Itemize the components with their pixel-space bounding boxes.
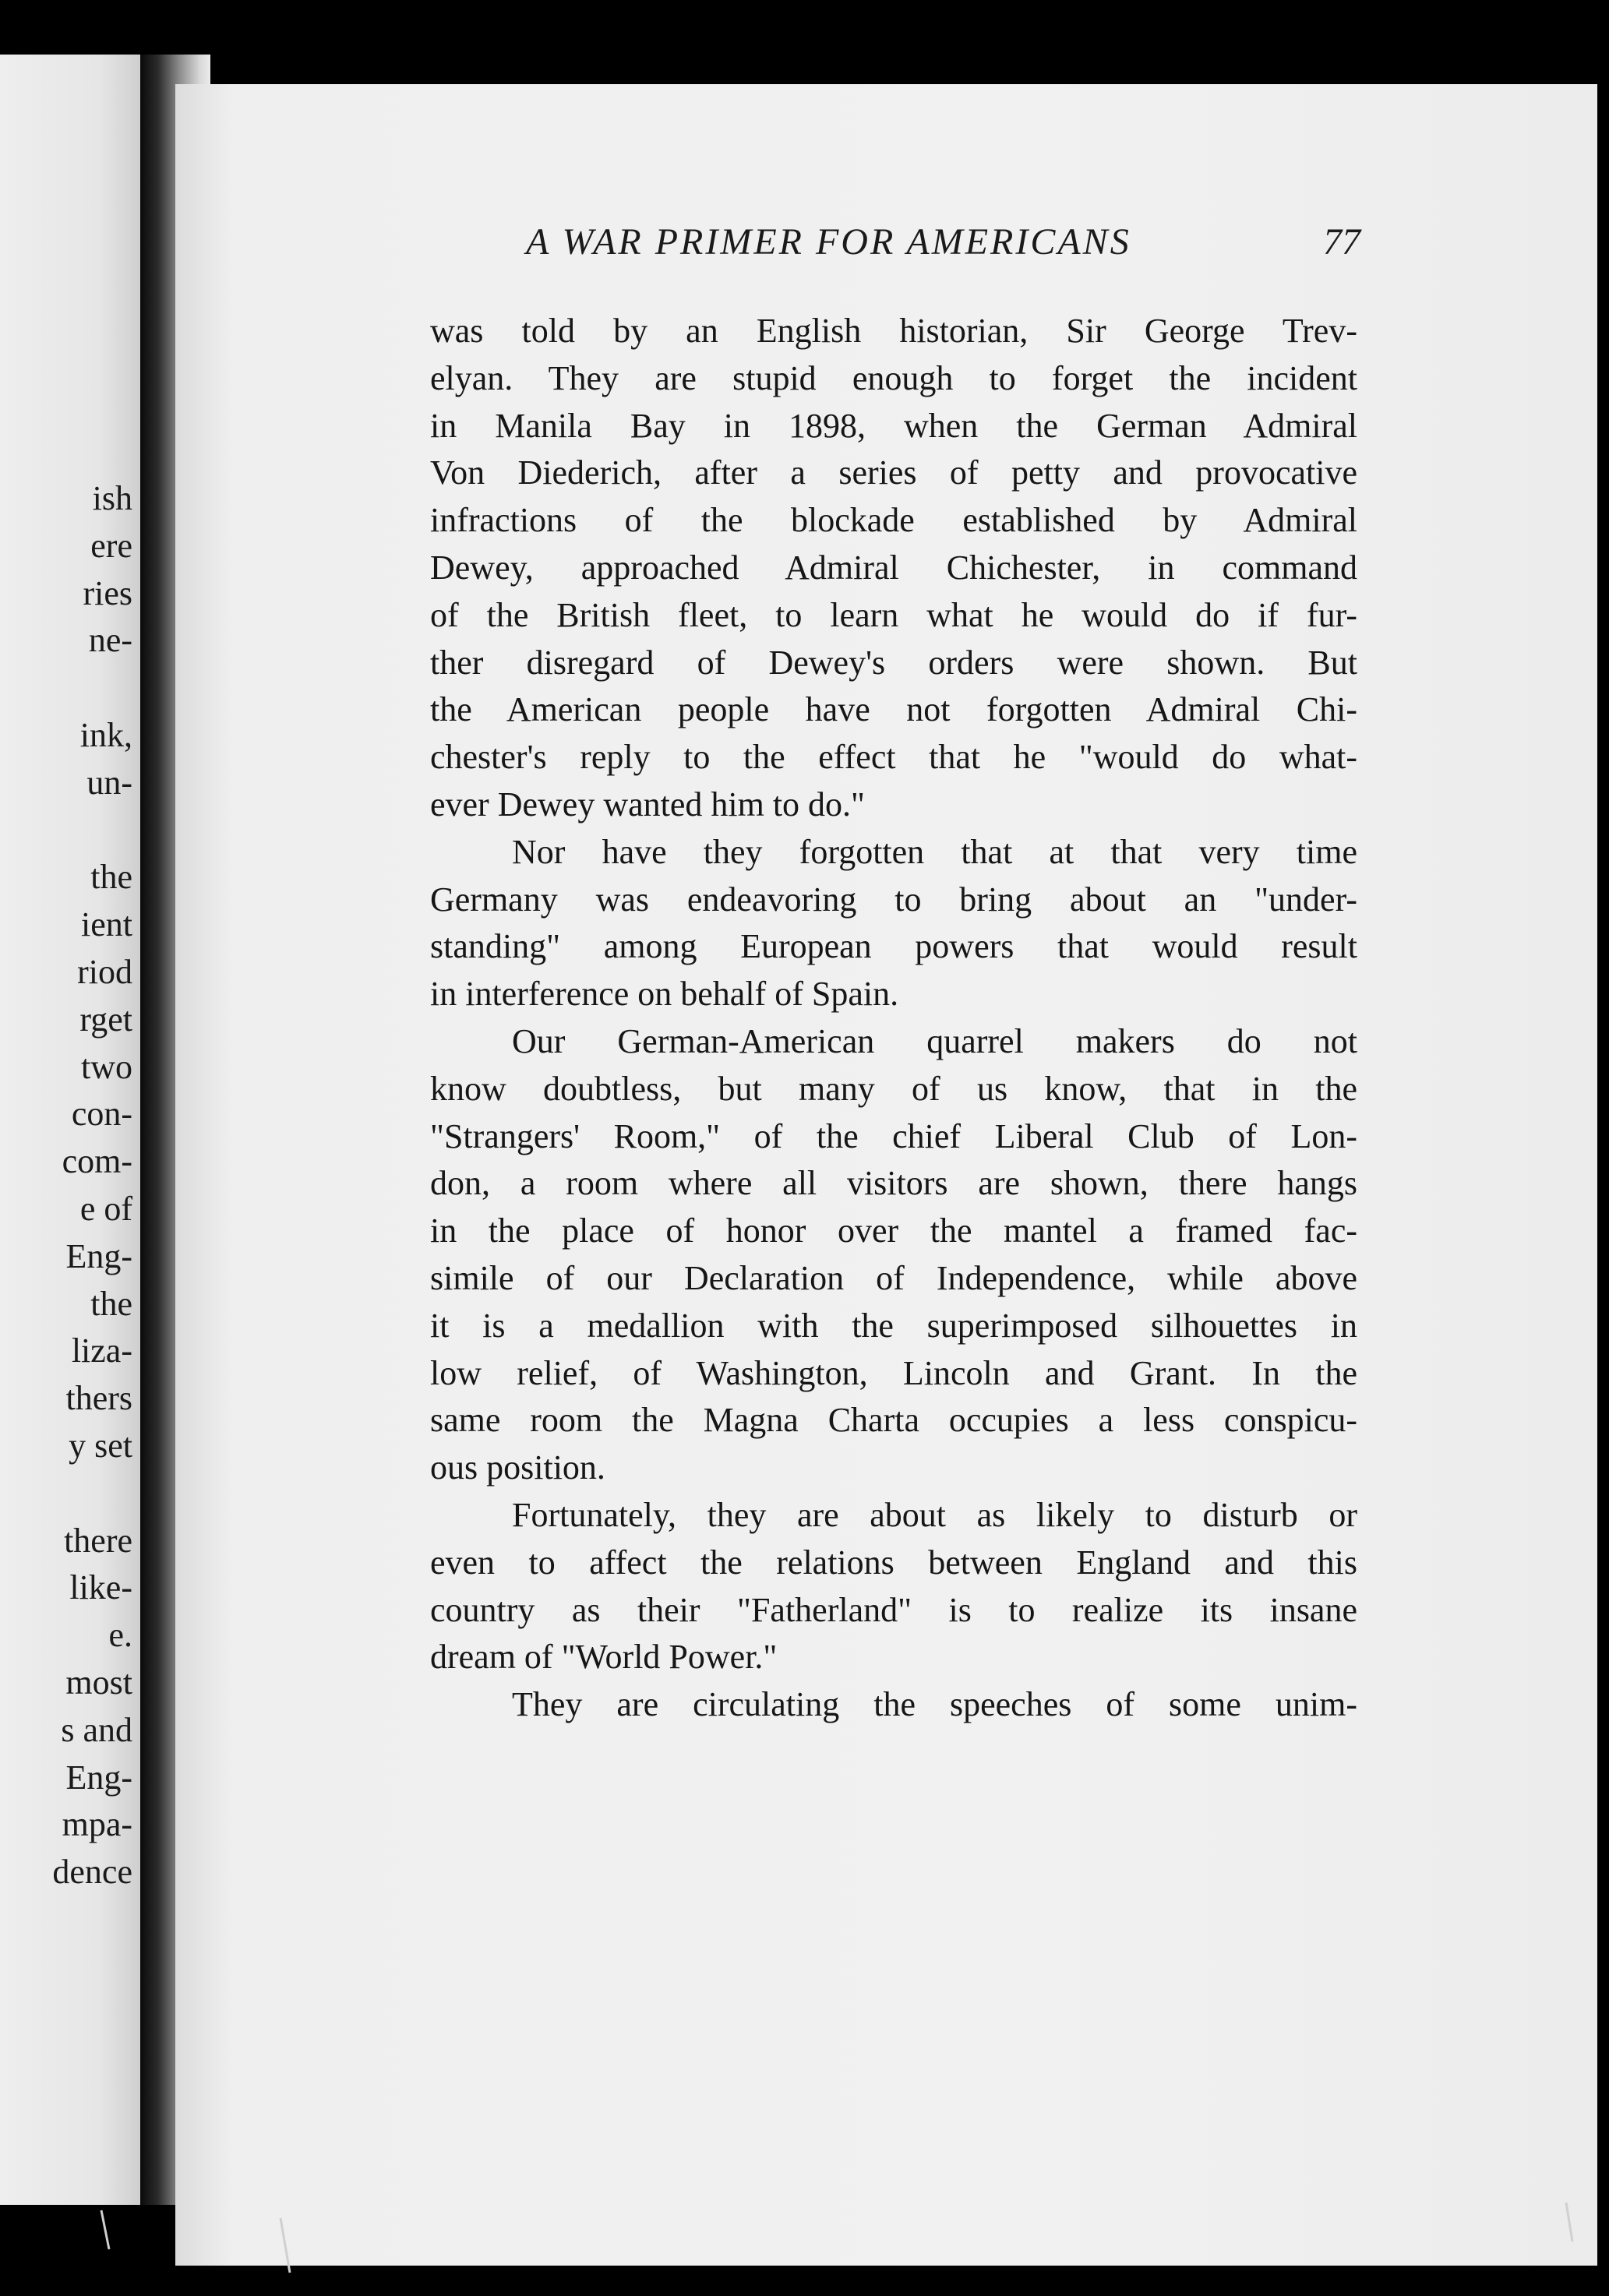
- left-page-line: y set: [69, 1426, 132, 1465]
- left-page-line: rget: [79, 1000, 132, 1039]
- text-line: elyan. They are stupid enough to forget the incident: [430, 358, 1357, 397]
- left-page-line: riod: [77, 952, 132, 991]
- text-line: ever Dewey wanted him to do.": [430, 785, 866, 824]
- left-page-line: two: [81, 1047, 132, 1086]
- left-page-line: un-: [86, 763, 132, 802]
- left-page-line: com-: [62, 1142, 132, 1181]
- text-line: it is a medallion with the superimposed silhouettes in: [430, 1306, 1357, 1345]
- left-page-line: s and: [61, 1710, 132, 1749]
- scan-artifacts: [0, 2187, 1609, 2296]
- left-page-line: there: [64, 1521, 132, 1560]
- left-page-line: e.: [108, 1616, 132, 1655]
- left-page-line: e of: [79, 1189, 132, 1228]
- text-line: infractions of the blockade established by Admiral: [430, 501, 1357, 540]
- text-line: dream of "World Power.": [430, 1638, 778, 1677]
- text-line: simile of our Declaration of Independence, while above: [430, 1258, 1357, 1297]
- left-page-line: ish: [92, 479, 132, 517]
- left-page-line: most: [65, 1663, 132, 1702]
- left-page-line: liza-: [71, 1331, 132, 1370]
- left-page-line: ient: [81, 905, 132, 944]
- left-page-line: thers: [65, 1379, 132, 1418]
- text-line: standing" among European powers that would result: [430, 927, 1357, 966]
- left-page-line: Eng-: [65, 1236, 132, 1275]
- running-title: A WAR PRIMER FOR AMERICANS: [526, 221, 1131, 263]
- body-text: [430, 308, 1357, 1729]
- left-page-line: [0, 665, 132, 712]
- text-line: know doubtless, but many of us know, that in the: [430, 1069, 1357, 1108]
- text-line: the American people have not forgotten Admiral Chi-: [430, 690, 1357, 729]
- text-line: same room the Magna Charta occupies a less conspicu-: [430, 1401, 1357, 1440]
- left-page-line: [0, 1470, 132, 1518]
- left-page-line: ink,: [79, 715, 132, 754]
- text-line: low relief, of Washington, Lincoln and Grant. In the: [430, 1353, 1357, 1392]
- text-line: was told by an English historian, Sir George Trev-: [430, 312, 1357, 350]
- text-line: in Manila Bay in 1898, when the German Admiral: [430, 406, 1357, 445]
- paragraph-first-line: Fortunately, they are about as likely to disturb or: [512, 1495, 1357, 1534]
- page-number: 77: [1323, 221, 1360, 263]
- paragraph-first-line: They are circulating the speeches of some unim-: [512, 1685, 1357, 1724]
- left-page-line: ne-: [88, 621, 132, 660]
- text-line: in the place of honor over the mantel a framed fac-: [430, 1211, 1357, 1250]
- text-line: Dewey, approached Admiral Chichester, in command: [430, 548, 1357, 587]
- left-facing-page: [0, 55, 140, 2205]
- text-line: ous position.: [430, 1448, 605, 1487]
- running-head: [526, 220, 1360, 263]
- left-page-line: ere: [90, 526, 132, 565]
- left-page-line: ries: [83, 573, 132, 612]
- text-line: don, a room where all visitors are shown, there hangs: [430, 1164, 1357, 1203]
- book-page: [175, 84, 1597, 2266]
- left-page-line: the: [90, 1284, 132, 1323]
- text-line: in interference on behalf of Spain.: [430, 975, 899, 1014]
- left-page-line: like-: [69, 1568, 132, 1607]
- text-line: of the British fleet, to learn what he would do if fur-: [430, 595, 1357, 634]
- text-line: ther disregard of Dewey's orders were shown. But: [430, 643, 1357, 682]
- left-page-line: con-: [71, 1095, 132, 1134]
- text-line: chester's reply to the effect that he "would do what-: [430, 738, 1357, 777]
- left-page-line: [0, 807, 132, 855]
- text-line: Von Diederich, after a series of petty and provocative: [430, 453, 1357, 492]
- text-line: Germany was endeavoring to bring about an "under-: [430, 880, 1357, 919]
- left-page-line: dence: [52, 1853, 132, 1892]
- left-page-line: mpa-: [62, 1805, 132, 1844]
- text-line: "Strangers' Room," of the chief Liberal Club of Lon-: [430, 1116, 1357, 1155]
- paragraph-first-line: Our German-American quarrel makers do not: [512, 1021, 1357, 1060]
- text-line: even to affect the relations between England and this: [430, 1543, 1357, 1582]
- left-page-text-fragments: [0, 475, 132, 1896]
- text-line: country as their "Fatherland" is to realize its insane: [430, 1590, 1357, 1629]
- left-page-line: Eng-: [65, 1758, 132, 1797]
- paragraph-first-line: Nor have they forgotten that at that very time: [512, 832, 1357, 871]
- left-page-line: the: [90, 858, 132, 897]
